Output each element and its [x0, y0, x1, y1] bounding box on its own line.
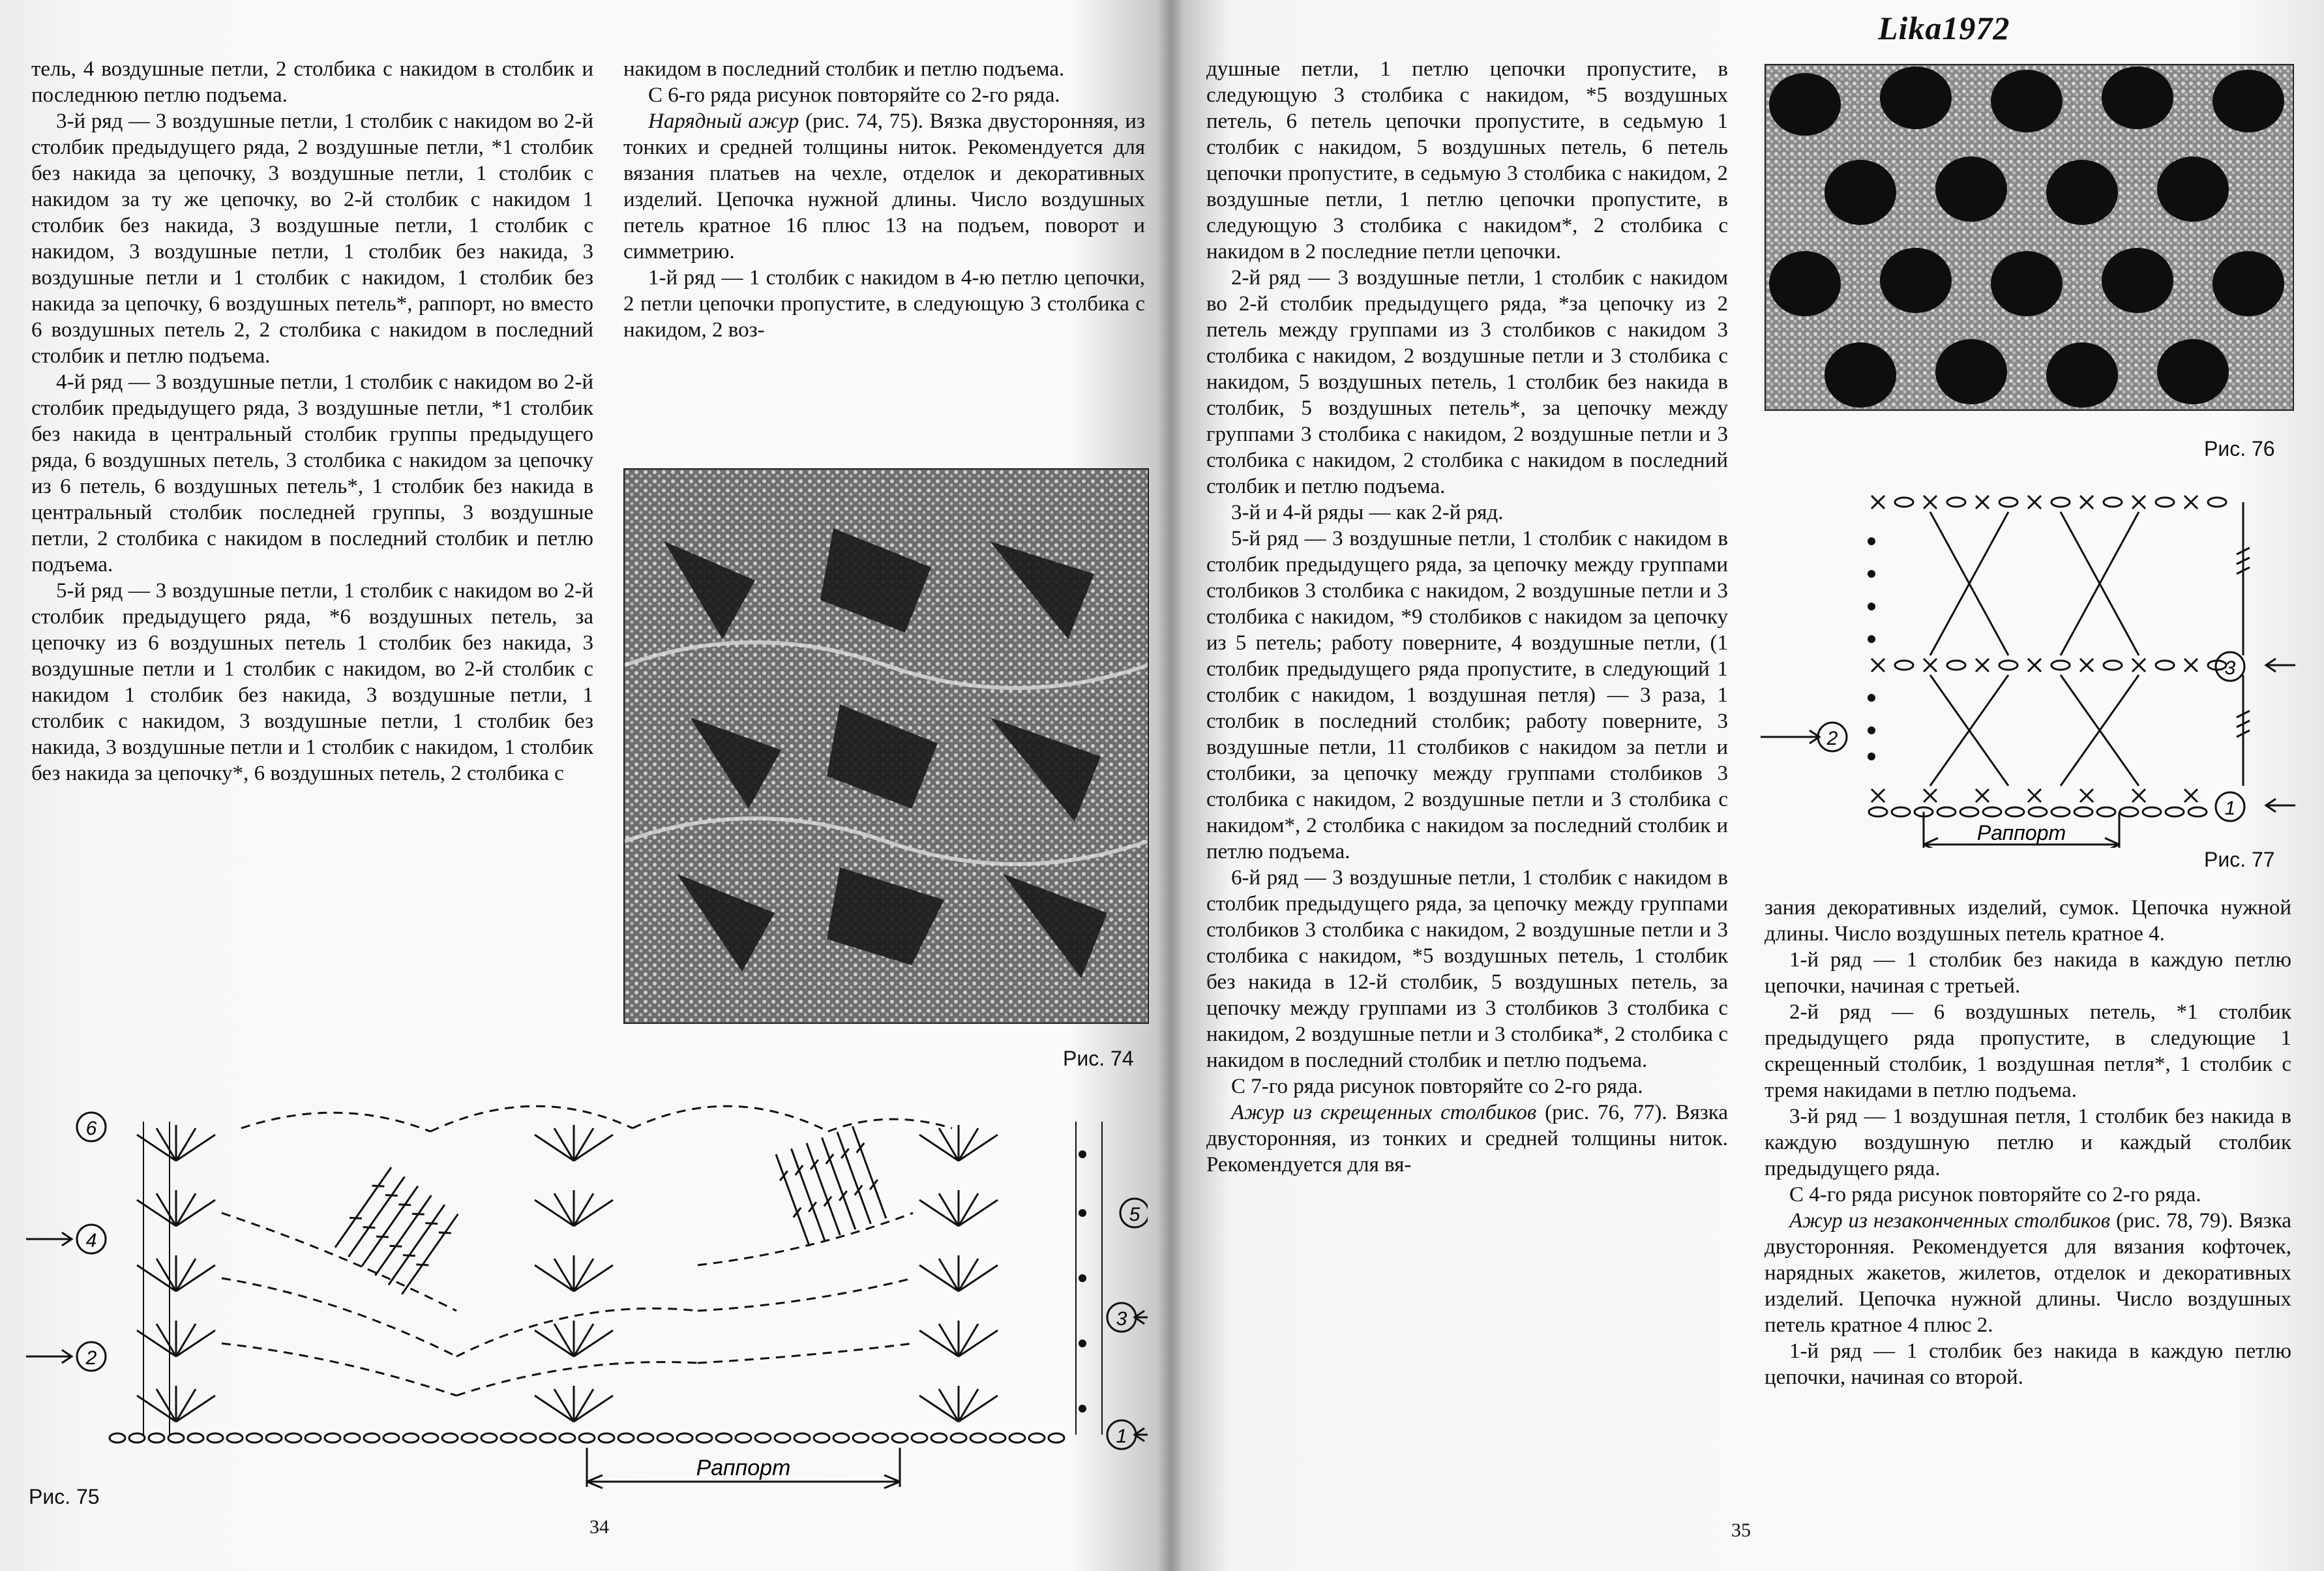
- figure-75-caption: Рис. 75: [29, 1485, 100, 1508]
- base-chain: [110, 1433, 1064, 1443]
- paragraph: душные петли, 1 петлю цепочки пропустите, в следующую 3 столбика с накидом, *5 воздушных петель, 6 петель цепочки пропустите, в седьмую 1 столбик с накидом, 5 воздушных петель, 6 петель цепочки пропустите, в седьмую 3 столбика с накидом, 2 воздушные петли, 1 петлю цепочки пропустите, в следующую 3 столбика с накидом*, 2 столбика с накидом в 2 последние петли цепочки.: [1206, 57, 1728, 263]
- row-marker-1: [1107, 1420, 1136, 1449]
- paragraph: 3-й ряд — 3 воздушные петли, 1 столбик с накидом во 2-й столбик предыдущего ряда, 2 воздушные петли, *1 столбик без накида за цепочку, 3 воздушные петли, 1 столбик с накидом за ту же цепочку, во 2-й столбик с накидом 1 столбик без накида, 3 воздушные петли, 1 столбик с накидом, 3 воздушные петли, 1 столбик без накида, 3 воздушные петли и 1 столбик с накидом, 1 столбик без накида за цепочку, 6 воздушных петель*, раппорт, но вместо 6 воздушных петель 2, 2 столбика с накидом в последний столбик и петлю подъема.: [31, 110, 593, 368]
- paragraph: 1-й ряд — 1 столбик без накида в каждую петлю цепочки, начиная со второй.: [1765, 1339, 2291, 1389]
- paragraph: 4-й ряд — 3 воздушные петли, 1 столбик с накидом во 2-й столбик предыдущего ряда, 3 воздушные петли, *1 столбик без накида в центральный столбик группы предыдущего ряда, 6 воздушных петель, 3 столбика с накидом за цепочку из 6 петель, 6 воздушных петель*, 1 столбик без накида в центральный столбик последней группы, 3 воздушные петли, 2 столбика с накидом в последний столбик и петлю подъема.: [31, 370, 593, 576]
- paragraph: 3-й ряд — 1 воздушная петля, 1 столбик без накида в каждую воздушную петлю и каждый столбик предыдущего ряда.: [1765, 1105, 2291, 1180]
- paragraph: 3-й и 4-й ряды — как 2-й ряд.: [1231, 501, 1504, 524]
- paragraph: С 6-го ряда рисунок повторяйте со 2-го ряда.: [648, 83, 1060, 107]
- page-number-right: 35: [1731, 1519, 1751, 1541]
- row-marker-2: [1818, 723, 1847, 751]
- row-marker-5: [1120, 1199, 1148, 1227]
- paragraph: зания декоративных изделий, сумок. Цепочка нужной длины. Число воздушных петель кратное 4.: [1765, 896, 2291, 946]
- figure-76-caption: Рис. 76: [2204, 437, 2275, 460]
- row-marker-3: [1107, 1303, 1136, 1332]
- figure-77-diagram: [1761, 483, 2295, 848]
- paragraph: С 7-го ряда рисунок повторяйте со 2-го ряда.: [1231, 1075, 1643, 1098]
- svg-text:4: 4: [85, 1230, 97, 1251]
- section-paragraph: [1765, 1208, 2291, 1338]
- stitch-block: [771, 1125, 891, 1248]
- section-paragraph: [623, 108, 1145, 265]
- svg-text:3: 3: [1116, 1308, 1127, 1330]
- right-page-column-2: [1765, 895, 2291, 1390]
- section-title: Ажур из скрещенных столбиков: [1231, 1101, 1537, 1124]
- lace-photo-74: [625, 470, 1148, 1023]
- section-paragraph: [1206, 1100, 1728, 1178]
- lace-photo-76: [1766, 65, 2293, 410]
- paragraph: 2-й ряд — 3 воздушные петли, 1 столбик с накидом во 2-й столбик предыдущего ряда, *за цепочку из 2 петель между группами из 3 столбиков с накидом 3 столбика с накидом, 2 воздушные петли и 3 столбика с накидом, 5 воздушных петель, 1 столбик без накида в столбик, 5 воздушных петель*, за цепочку между группами 3 столбика с накидом, 2 воздушные петли и 3 столбика с накидом, 2 столбика с накидом в последний столбик и петлю подъема.: [1206, 266, 1728, 498]
- fan-group: [919, 1125, 998, 1422]
- section-intro: (рис. 76, 77). Вязка двусторонняя, из тонких и средней толщины ниток. Рекомендуется для вя-: [1206, 1101, 1728, 1176]
- figure-77-caption: Рис. 77: [2204, 848, 2275, 871]
- section-intro: (рис. 74, 75). Вязка двусторонняя, из тонких и средней толщины ниток. Рекомендуется для вязания платьев на чехле, отделок и декоративных изделий. Цепочка нужной длины. Число воздушных петель кратное 16 плюс 13 на подъем, поворот и симметрию.: [623, 110, 1145, 263]
- section-title: Ажур из незаконченных столбиков: [1789, 1209, 2111, 1233]
- rapport-label: Раппорт: [1976, 821, 2066, 845]
- svg-text:2: 2: [85, 1347, 97, 1369]
- paragraph: тель, 4 воздушные петли, 2 столбика с накидом в столбик и последнюю петлю подъема.: [31, 57, 593, 107]
- paragraph: 2-й ряд — 6 воздушных петель, *1 столбик предыдущего ряда пропустите, в следующие 1 скрещенный столбик, 1 воздушная петля*, 1 столбик с тремя накидами в петлю подъема.: [1765, 1000, 2291, 1102]
- paragraph: 5-й ряд — 3 воздушные петли, 1 столбик с накидом в столбик предыдущего ряда, за цепочку между группами столбиков 3 столбика с накидом, 2 воздушные петли и 3 столбика с накидом, *9 столбиков с накидом за цепочку из 5 петель; работу поверните, 4 воздушные петли, (1 столбик предыдущего ряда пропустите, в следующий 1 столбик с накидом, 1 воздушная петля) — 3 раза, 1 столбик в последний столбик; работу поверните, 3 воздушные петли, 11 столбиков с накидом за петли и столбики, за цепочку между группами столбиков 3 столбика с накидом, 2 воздушные петли и 3 столбика с накидом*, 2 столбика с накидом за последний столбик и петлю подъема.: [1206, 527, 1728, 863]
- paragraph: 6-й ряд — 3 воздушные петли, 1 столбик с накидом в столбик предыдущего ряда, за цепочку между группами столбиков 3 столбика с накидом, 2 воздушные петли и 3 столбика с накидом, *5 воздушных петель, 1 столбик без накида в 12-й столбик, 5 воздушных петель, за цепочку между группами из 3 столбиков 3 столбика с накидом, 2 воздушные петли и 3 столбика*, 2 столбика с накидом в последний столбик и петлю подъема.: [1206, 866, 1728, 1072]
- section-intro: (рис. 78, 79). Вязка двусторонняя. Рекомендуется для вязания кофточек, нарядных жакетов, жилетов, отделок и декоративных изделий. Цепочка нужной длины. Число воздушных петель кратное 4 плюс 2.: [1765, 1209, 2291, 1337]
- svg-text:1: 1: [2224, 798, 2236, 819]
- uploader-signature: Lika1972: [1878, 10, 2010, 46]
- right-page-column-1: [1206, 56, 1728, 1178]
- row-marker-4: [77, 1225, 106, 1253]
- left-page-column-2: [623, 56, 1145, 343]
- fan-group: [535, 1125, 613, 1422]
- book-spine: [1157, 0, 1184, 1571]
- stitch-block: [331, 1164, 462, 1297]
- row-marker-3: [2216, 652, 2244, 681]
- svg-text:6: 6: [85, 1118, 97, 1139]
- figure-74-photo: [623, 468, 1149, 1024]
- figure-74-caption: Рис. 74: [1063, 1047, 1134, 1070]
- row-marker-2: [77, 1342, 106, 1371]
- paragraph: С 4-го ряда рисунок повторяйте со 2-го ряда.: [1789, 1183, 2201, 1206]
- figure-76-photo: [1765, 64, 2294, 411]
- rapport-label: Раппорт: [696, 1456, 791, 1480]
- svg-text:2: 2: [1826, 728, 1838, 749]
- row-marker-6: [77, 1113, 106, 1141]
- svg-text:5: 5: [1129, 1204, 1140, 1225]
- paragraph: 1-й ряд — 1 столбик с накидом в 4-ю петлю цепочки, 2 петли цепочки пропустите, в следующую 3 столбика с накидом, 2 воз-: [623, 266, 1145, 342]
- left-page-column-1: [31, 56, 593, 786]
- page-number-left: 34: [589, 1516, 609, 1538]
- paragraph: 1-й ряд — 1 столбик без накида в каждую петлю цепочки, начиная с третьей.: [1765, 948, 2291, 998]
- row-marker-1: [2216, 792, 2244, 821]
- section-title: Нарядный ажур: [648, 110, 799, 133]
- paragraph: 5-й ряд — 3 воздушные петли, 1 столбик с накидом во 2-й столбик предыдущего ряда, *6 воздушных петель, за цепочку из 6 воздушных петель 1 столбик без накида, 3 воздушные петли и 1 столбик с накидом, во 2-й столбик с накидом 1 столбик без накида, 3 воздушные петли, 1 столбик с накидом, 3 воздушные петли, 1 столбик без накида, 3 воздушные петли и 1 столбик с накидом, 1 столбик без накида за цепочку*, 6 воздушных петель, 2 столбика с: [31, 579, 593, 785]
- svg-text:3: 3: [2224, 657, 2236, 679]
- fan-group: [137, 1125, 215, 1422]
- paragraph: накидом в последний столбик и петлю подъема.: [623, 57, 1065, 81]
- figure-75-diagram: [26, 1083, 1148, 1493]
- svg-text:1: 1: [1116, 1426, 1127, 1447]
